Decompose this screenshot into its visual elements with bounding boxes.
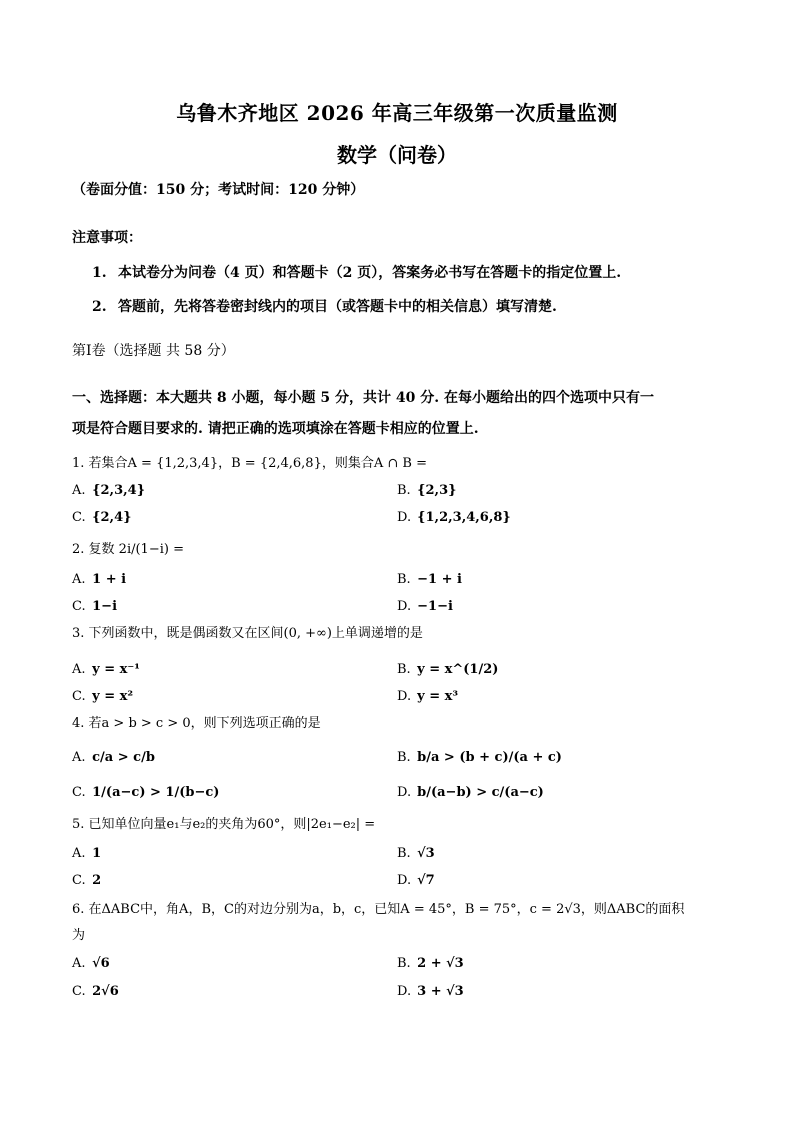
option-text: b/(a−b) > c/(a−c) bbox=[417, 785, 544, 800]
option-text: −1−i bbox=[417, 599, 453, 614]
question-5-option-c bbox=[72, 871, 101, 891]
option-label: A. bbox=[72, 662, 86, 677]
option-text: {2,4} bbox=[92, 510, 132, 525]
notice-item-2 bbox=[92, 296, 557, 316]
option-label: C. bbox=[72, 599, 86, 614]
option-text: c/a > c/b bbox=[92, 750, 155, 765]
option-text: {1,2,3,4,6,8} bbox=[417, 510, 511, 525]
option-label: D. bbox=[397, 984, 412, 999]
exam-title: 乌鲁木齐地区 2026 年高三年级第一次质量监测 bbox=[176, 101, 618, 125]
option-label: D. bbox=[397, 785, 412, 800]
question-3-option-b bbox=[397, 660, 498, 680]
option-label: B. bbox=[397, 662, 411, 677]
part1-heading: 第Ⅰ卷（选择题 共 58 分） bbox=[72, 343, 235, 359]
option-text: {2,3,4} bbox=[92, 483, 146, 498]
option-text: b/a > (b + c)/(a + c) bbox=[417, 750, 562, 765]
notice-item-text: 答题前，先将答卷密封线内的项目（或答题卡中的相关信息）填写清楚. bbox=[118, 299, 557, 315]
question-5-option-a bbox=[72, 844, 101, 864]
notice-heading: 注意事项： bbox=[72, 230, 142, 246]
question-1-option-b bbox=[397, 481, 456, 501]
option-text: y = x^(1/2) bbox=[417, 662, 499, 677]
question-2-option-c bbox=[72, 597, 117, 617]
question-4-option-c bbox=[72, 783, 219, 803]
notice-item-number: 2. bbox=[92, 299, 107, 315]
question-2-option-a bbox=[72, 570, 126, 590]
question-2-option-d bbox=[397, 597, 453, 617]
option-text: y = x² bbox=[92, 689, 134, 704]
notice-item-number: 1. bbox=[92, 265, 107, 281]
option-text: 1−i bbox=[92, 599, 118, 614]
option-text: 1 bbox=[92, 846, 102, 861]
option-label: D. bbox=[397, 510, 412, 525]
question-4-option-a bbox=[72, 748, 155, 768]
option-text: y = x³ bbox=[417, 689, 459, 704]
option-text: 2 + √3 bbox=[417, 956, 464, 971]
option-text: 1 + i bbox=[92, 572, 127, 587]
question-6-stem: 6. 在ΔABC中，角A，B，C的对边分别为a，b，c，已知A = 45°，B = 75°，c = 2√3，则ΔABC的面积 bbox=[72, 902, 685, 917]
option-label: C. bbox=[72, 785, 86, 800]
exam-info: （卷面分值：150 分；考试时间：120 分钟） bbox=[72, 182, 365, 198]
option-label: C. bbox=[72, 689, 86, 704]
option-text: {2,3} bbox=[417, 483, 457, 498]
option-label: B. bbox=[397, 956, 411, 971]
option-label: A. bbox=[72, 572, 86, 587]
question-5-stem: 5. 已知单位向量e₁与e₂的夹角为60°，则|2e₁−e₂| = bbox=[72, 817, 376, 832]
option-text: 2√6 bbox=[92, 984, 119, 999]
option-text: √7 bbox=[417, 873, 435, 888]
option-label: A. bbox=[72, 846, 86, 861]
option-text: −1 + i bbox=[417, 572, 462, 587]
option-label: B. bbox=[397, 750, 411, 765]
option-text: 3 + √3 bbox=[417, 984, 464, 999]
question-4-option-b bbox=[397, 748, 562, 768]
option-text: y = x⁻¹ bbox=[92, 662, 140, 677]
question-1-option-a bbox=[72, 481, 145, 501]
option-label: D. bbox=[397, 599, 412, 614]
question-3-option-c bbox=[72, 687, 133, 707]
notice-item-1 bbox=[92, 262, 621, 282]
question-2-stem: 2. 复数 2i/(1−i) = bbox=[72, 542, 184, 557]
question-3-stem: 3. 下列函数中，既是偶函数又在区间(0, +∞)上单调递增的是 bbox=[72, 626, 423, 641]
option-label: A. bbox=[72, 956, 86, 971]
option-label: A. bbox=[72, 750, 86, 765]
question-6-option-a bbox=[72, 954, 110, 974]
question-1-option-d bbox=[397, 508, 511, 528]
question-5-option-b bbox=[397, 844, 435, 864]
question-6-option-c bbox=[72, 982, 119, 1002]
option-label: A. bbox=[72, 483, 86, 498]
option-label: D. bbox=[397, 873, 412, 888]
question-3-option-d bbox=[397, 687, 458, 707]
option-label: C. bbox=[72, 510, 86, 525]
option-text: 1/(a−c) > 1/(b−c) bbox=[92, 785, 220, 800]
question-6-stem-continued: 为 bbox=[72, 928, 86, 943]
option-text: 2 bbox=[92, 873, 102, 888]
question-1-stem: 1. 若集合A = {1,2,3,4}，B = {2,4,6,8}，则集合A ∩ B = bbox=[72, 456, 427, 471]
exam-subtitle: 数学（问卷） bbox=[337, 143, 457, 167]
option-text: √3 bbox=[417, 846, 435, 861]
question-3-option-a bbox=[72, 660, 140, 680]
question-6-option-b bbox=[397, 954, 464, 974]
option-label: B. bbox=[397, 846, 411, 861]
option-text: √6 bbox=[92, 956, 110, 971]
question-4-option-d bbox=[397, 783, 544, 803]
question-1-option-c bbox=[72, 508, 131, 528]
option-label: C. bbox=[72, 984, 86, 999]
notice-item-text: 本试卷分为问卷（4 页）和答题卡（2 页），答案务必书写在答题卡的指定位置上. bbox=[118, 265, 622, 281]
option-label: C. bbox=[72, 873, 86, 888]
option-label: B. bbox=[397, 483, 411, 498]
question-4-stem: 4. 若a > b > c > 0，则下列选项正确的是 bbox=[72, 716, 321, 731]
section-instructions-line2: 项是符合题目要求的. 请把正确的选项填涂在答题卡相应的位置上. bbox=[72, 421, 479, 437]
question-6-option-d bbox=[397, 982, 464, 1002]
question-2-option-b bbox=[397, 570, 462, 590]
section-instructions-line1: 一、选择题：本大题共 8 小题，每小题 5 分，共计 40 分. 在每小题给出的四个选项中只有一 bbox=[72, 390, 654, 406]
option-label: D. bbox=[397, 689, 412, 704]
question-5-option-d bbox=[397, 871, 435, 891]
option-label: B. bbox=[397, 572, 411, 587]
